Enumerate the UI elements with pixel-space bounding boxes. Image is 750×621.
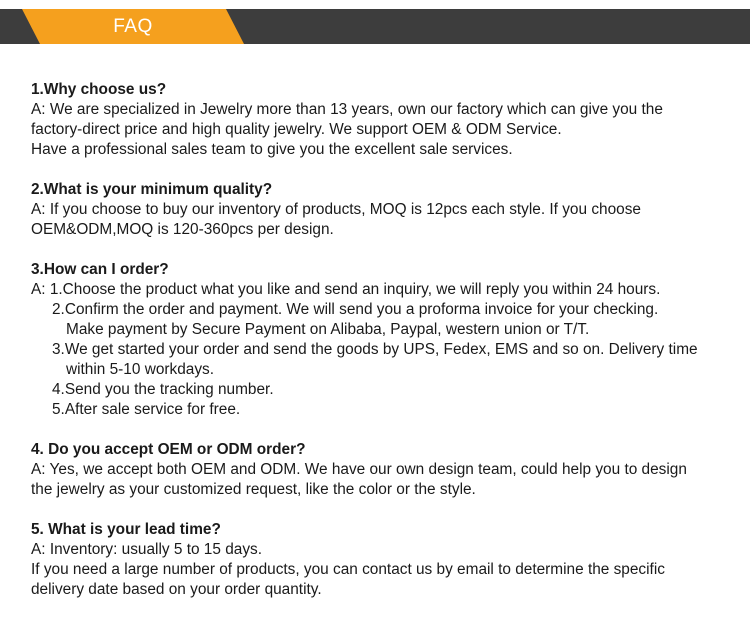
faq-content (31, 80, 741, 620)
faq-answer-line: A: If you choose to buy our inventory of products, MOQ is 12pcs each style. If you choose (31, 201, 641, 218)
faq-question: 4. Do you accept OEM or ODM order? (31, 441, 306, 458)
faq-answer-line: If you need a large number of products, you can contact us by email to determine the specific (31, 561, 665, 578)
faq-question: 3.How can I order? (31, 261, 169, 278)
faq-answer-line: 4.Send you the tracking number. (52, 381, 274, 398)
faq-answer-line: delivery date based on your order quantity. (31, 581, 322, 598)
faq-answer-line: A: We are specialized in Jewelry more than 13 years, own our factory which can give you the (31, 101, 663, 118)
faq-header-tab (22, 9, 244, 44)
faq-answer-line: A: Yes, we accept both OEM and ODM. We have our own design team, could help you to design (31, 461, 687, 478)
faq-item-oem-odm (31, 440, 741, 500)
faq-question: 2.What is your minimum quality? (31, 181, 273, 198)
faq-answer-line: A: Inventory: usually 5 to 15 days. (31, 541, 262, 558)
faq-answer-line: 3.We get started your order and send the goods by UPS, Fedex, EMS and so on. Delivery time (52, 341, 698, 358)
faq-item-lead-time (31, 520, 741, 600)
page-title: FAQ (113, 16, 153, 37)
faq-item-why-choose-us (31, 80, 741, 160)
faq-item-how-to-order (31, 260, 741, 420)
faq-answer-line: 5.After sale service for free. (52, 401, 241, 418)
faq-answer-line: 2.Confirm the order and payment. We will send you a proforma invoice for your checking. (52, 301, 659, 318)
faq-answer-line: within 5-10 workdays. (66, 361, 214, 378)
faq-answer-line: factory-direct price and high quality jewelry. We support OEM & ODM Service. (31, 121, 562, 138)
faq-question: 1.Why choose us? (31, 81, 167, 98)
faq-answer-line: OEM&ODM,MOQ is 120-360pcs per design. (31, 221, 334, 238)
faq-answer-line: the jewelry as your customized request, like the color or the style. (31, 481, 476, 498)
faq-question: 5. What is your lead time? (31, 521, 221, 538)
faq-answer-line: A: 1.Choose the product what you like and send an inquiry, we will reply you within 24 hours. (31, 281, 661, 298)
faq-answer-line: Make payment by Secure Payment on Alibaba, Paypal, western union or T/T. (66, 321, 590, 338)
faq-item-minimum-quality (31, 180, 741, 240)
faq-answer-line: Have a professional sales team to give you the excellent sale services. (31, 141, 513, 158)
